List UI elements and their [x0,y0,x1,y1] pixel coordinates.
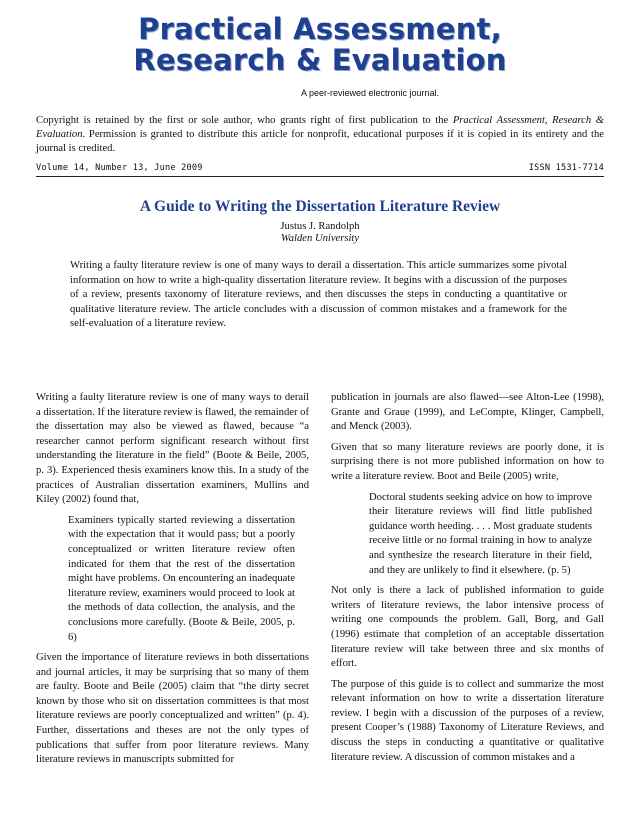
paragraph: Not only is there a lack of published information to guide writers of literature reviews, the labor intensive process of writing one compounds the problem. Gall, Borg, and Gall (1996) estimate that completion of an acceptable dissertation literature review will take between three and six months of effort. [331,585,604,670]
paragraph: Given the importance of literature reviews in both dissertations and journal articles, it may be surprising that so many of them are faulty. Boote and Beile (2005) claim that “the dirty secret known by those who sit on dissertation committees is that most literature reviews are poorly conceptualized and written” (p. 4). Further, dissertations and theses are not the only types of publications that suffer from poor literature reviews. Many literature reviews in manuscripts submitted for [36,652,309,766]
author-affiliation: Walden University [280,233,360,244]
journal-title-line2: Research & Evaluation [133,43,507,77]
paragraph: The purpose of this guide is to collect and summarize the most relevant information on how to write a dissertation literature review. I begin with a discussion of the purposes of a review, present Cooper’s (1988) Taxonomy of Literature Reviews, and discuss the steps in conducting a quantitative or qualitative literature review. A discussion of common mistakes and a [331,678,604,763]
right-column [331,391,604,774]
page [36,0,604,766]
copyright-part2: . Permission is granted to distribute this article for nonprofit, educational purposes if it is copied in its entirety and the journal is credited. [36,129,604,154]
issue-info-row [36,163,604,177]
copyright-part1: Copyright is retained by the first or sole author, who grants right of first publication to the [36,115,453,126]
journal-masthead [36,0,604,98]
paragraph: Writing a faulty literature review is one of many ways to derail a dissertation. If the literature review is flawed, the remainder of the dissertation may also be viewed as flawed, because “a researcher cannot perform significant research without first understanding the literature in the field” (Boote & Beile, 2005, p. 3). Experienced thesis examiners know this. In a study of the practices of Australian dissertation examiners, Mullins and Kiley (2002) found that, [36,392,309,506]
paragraph: Given that so many literature reviews are poorly done, it is surprising there is not more published information on how to write a literature review. Boot and Beile (2005) write, [331,441,604,482]
journal-subtitle: A peer-reviewed electronic journal. [300,88,440,98]
copyright-journal-name: Practical Assessment, Research & Evaluation [36,115,604,140]
copyright-notice [36,114,604,156]
block-quote: Doctoral students seeking advice on how to improve their literature reviews will find little published guidance worth heeding. . . . Most graduate students receive little or no formal training in how to analyze and synthesize the research literature in their field, and they are unlikely to find it elsewhere. (p. 5) [369,491,592,576]
block-quote: Examiners typically started reviewing a dissertation with the expectation that it would pass; but a poorly conceptualized or written literature review often indicated for them that the rest of the dissertation might have problems. On encountering an inadequate literature review, examiners would proceed to look at the methods of data collection, the analysis, and the conclusions more carefully. (Boote & Beile, 2005, p. 6) [68,514,295,643]
journal-title-line1: Practical Assessment, [138,12,502,46]
article-author: Justus J. Randolph [280,221,360,232]
left-column [36,391,309,774]
volume-info: Volume 14, Number 13, June 2009 [36,163,203,173]
paragraph: publication in journals are also flawed—see Alton-Lee (1998), Grante and Graue (1999), and LeCompte, Klinger, Campbell, and Menck (2003). [331,392,604,433]
article-title: A Guide to Writing the Dissertation Literature Review [139,198,501,215]
body-columns [36,391,604,774]
issn: ISSN 1531-7714 [528,163,604,173]
abstract: Writing a faulty literature review is one of many ways to derail a dissertation. This article summarizes some pivotal information on how to write a high-quality dissertation literature review. It begins with a discussion of the purposes of a review, presents taxonomy of literature reviews, and then discusses the steps in conducting a quantitative or qualitative literature review. The article concludes with a discussion of common mistakes and a framework for the self-evaluation of a literature review. [70,260,567,330]
